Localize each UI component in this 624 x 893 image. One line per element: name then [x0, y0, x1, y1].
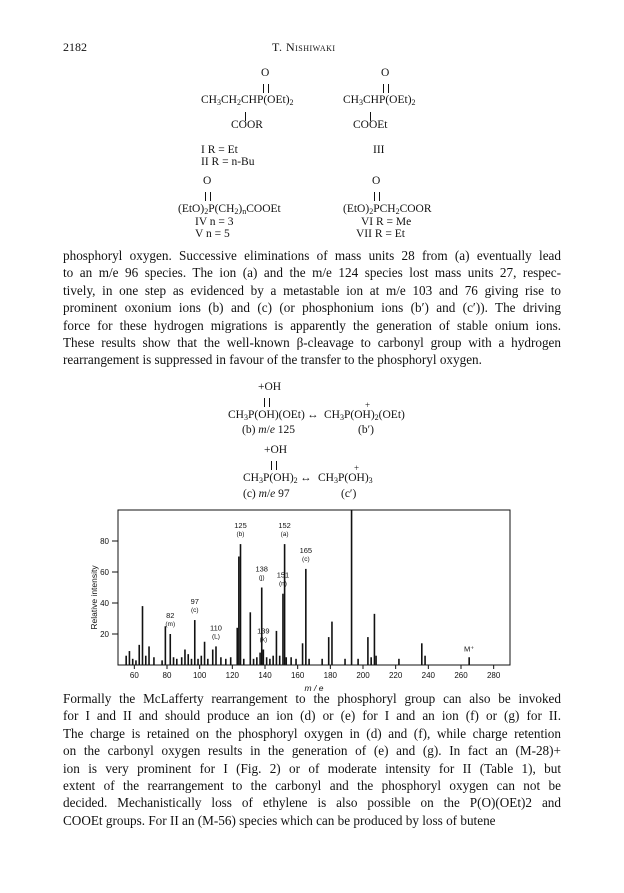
peak-label-138: 138: [255, 564, 268, 574]
peak-sublabel-165: (c): [302, 555, 310, 563]
ion-b-label: (b) m/e 125: [242, 424, 296, 436]
running-title: T. Nishiwaki: [272, 40, 336, 54]
peak-label-125: 125: [234, 521, 247, 531]
y-axis-label: Relative intensity: [89, 565, 99, 630]
peak-sublabel-152: (a): [280, 531, 289, 539]
struct-iv-formula: $(EtO)_2P(CH_2)_nCOOEt$: [178, 203, 281, 216]
x-tick-label: 280: [486, 671, 501, 680]
struct-vi-formula: $(EtO)_2PCH_2COOR$: [343, 203, 432, 216]
peak-label-82: 82: [166, 611, 175, 620]
peak-sublabel-138: (j): [258, 574, 265, 582]
paragraph-2-line: extent of the rearrangement to the carbonyl and the phosphoryl oxygen can not be: [63, 778, 561, 794]
paragraph-1-line: force for these hydrogen migrations is apparently the generation of stable onium ions.: [63, 317, 561, 333]
ion-b-arrow: ↔: [307, 409, 319, 421]
peak-label-152: 152: [278, 521, 291, 531]
ion-b-plus: +: [365, 400, 371, 410]
x-tick-label: 180: [323, 671, 338, 680]
plot-frame: [118, 510, 510, 665]
ion-b-oh: +OH: [258, 381, 282, 393]
paragraph-2-line: The charge is retained on the phosphoryl oxygen in (d) and (f), while charge retention: [63, 725, 561, 741]
paragraph-2-line: ion is very prominent for I (Fig. 2) or of moderate intensity for II (Table 1), but: [63, 760, 561, 776]
ion-b-prime: (b′): [358, 424, 374, 436]
struct-iii-oxygen: O: [381, 67, 390, 79]
ion-c-right: $CH_3P(OH)_3$: [318, 472, 373, 485]
paragraph-1-line: tively, in one step as evidenced by a metastable ion at m/e 103 and 76 giving rise to: [63, 282, 561, 298]
paragraph-1-line: rearrangement is suppressed in favour of the transfer to the phosphoryl oxygen.: [63, 352, 482, 368]
struct-v-label: V n = 5: [195, 228, 230, 240]
paragraph-2-line: Formally the McLafferty rearrangement to the phosphoryl group can also be invoked: [63, 691, 561, 706]
x-tick-label: 60: [129, 671, 139, 680]
struct-iii-branch: COOEt: [353, 119, 388, 131]
ion-c-label: (c) m/e 97: [243, 488, 290, 500]
x-tick-label: 220: [388, 671, 403, 680]
y-tick-label: 20: [100, 630, 109, 639]
paragraph-2: [63, 690, 561, 829]
peak-sublabel-97: (c): [190, 607, 199, 615]
ion-b-right: $CH_3P(OH)_2(OEt)$: [324, 409, 405, 422]
struct-vi-label: VI R = Me: [361, 216, 412, 228]
ion-c-prime: (c′): [341, 488, 357, 500]
paragraph-1-line: phosphoryl oxygen. Successive eliminations of mass units 28 from (a) eventually lead: [63, 248, 561, 263]
peak-label-265: M⁺: [464, 644, 475, 654]
ion-c-oh: +OH: [264, 444, 288, 456]
struct-i-oxygen: O: [261, 67, 270, 79]
paragraph-1-line: to an m/e 96 species. The ion (a) and the m/e 124 species lost mass units 27, respec-: [63, 265, 561, 281]
peak-sublabel-139: (k): [259, 636, 268, 644]
ion-c-arrow: ↔: [300, 472, 312, 484]
y-tick-label: 80: [100, 537, 109, 546]
x-axis-label: m / e: [304, 683, 324, 693]
struct-i-label: I R = Et: [201, 144, 238, 156]
peak-label-165: 165: [299, 545, 313, 555]
struct-i-formula: $CH_3CH_2CHP(OEt)_2$: [201, 94, 294, 107]
paragraph-2-line: decided. Mechanistically loss of ethylene is also possible on the P(O)(OEt)2 and: [63, 795, 561, 811]
x-tick-label: 260: [454, 671, 468, 680]
peak-sublabel-151: (n): [278, 580, 287, 588]
x-tick-label: 140: [258, 671, 272, 680]
struct-iv-oxygen: O: [203, 175, 212, 187]
peak-sublabel-125: (b): [236, 531, 245, 539]
y-tick-label: 40: [100, 599, 109, 608]
x-tick-label: 120: [225, 671, 240, 680]
paragraph-2-line: on the carbonyl oxygen results in the generation of (e) and (g). In fact an (M-28)+: [63, 743, 561, 759]
peak-label-110: 110: [210, 623, 222, 633]
struct-ii-label: II R = n-Bu: [201, 156, 255, 168]
x-tick-label: 160: [290, 671, 305, 680]
paragraph-2-line: for I and II and should produce an ion (d) or (e) for I and an ion (f) or (g) for II.: [63, 708, 561, 724]
struct-vi-oxygen: O: [372, 175, 381, 187]
x-tick-label: 200: [356, 671, 370, 680]
x-tick-label: 80: [162, 671, 172, 680]
struct-i-branch: COOR: [231, 119, 263, 131]
paragraph-1-line: prominent oxonium ions (b) and (c) (or phosphonium ions (b′) and (c′)). The driving: [63, 300, 561, 316]
ion-b-left: $CH_3P(OH)(OEt)$: [228, 409, 305, 422]
peak-label-97: 97: [190, 597, 199, 607]
y-tick-label: 60: [100, 568, 109, 577]
struct-iii-label: III: [373, 144, 385, 156]
peak-sublabel-110: (L): [212, 633, 220, 641]
peak-label-139: 139: [257, 626, 270, 636]
peak-sublabel-82: (m): [165, 621, 176, 628]
x-tick-label: 240: [421, 671, 436, 680]
ion-c-plus: +: [354, 463, 360, 473]
page-number: 2182: [63, 40, 87, 54]
paragraph-1-line: These results show that the well-known β-cleavage to carbonyl group with a hydrogen: [63, 335, 561, 351]
struct-iii-formula: $CH_3CHP(OEt)_2$: [343, 94, 416, 107]
peak-label-151: 151: [276, 570, 290, 580]
struct-iv-label: IV n = 3: [195, 216, 234, 228]
struct-vii-label: VII R = Et: [356, 228, 405, 240]
ion-c-left: $CH_3P(OH)_2$: [243, 472, 298, 485]
paragraph-2-line: COOEt groups. For II an (M-56) species which can be produced by loss of butene: [63, 812, 496, 828]
x-tick-label: 100: [192, 671, 207, 680]
